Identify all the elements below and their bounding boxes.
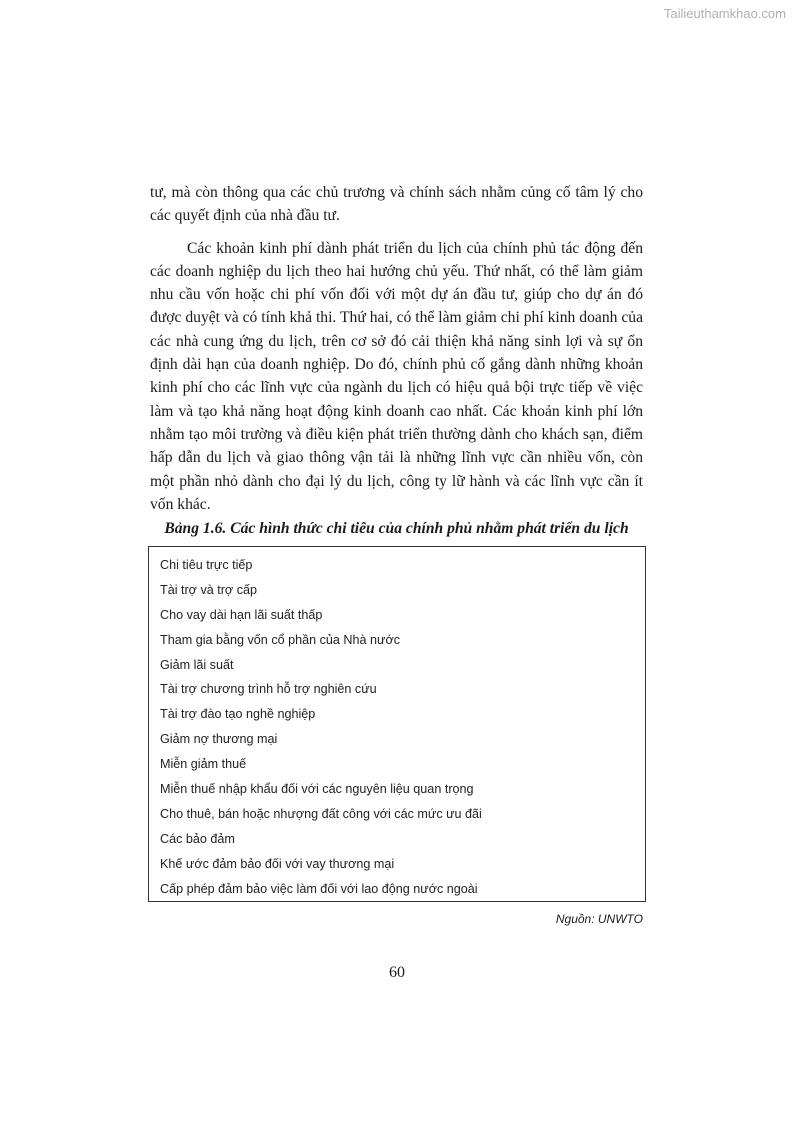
list-item: Giảm nợ thương mại: [160, 732, 278, 747]
list-item: Tài trợ đào tạo nghề nghiệp: [160, 707, 316, 722]
table-caption: Bảng 1.6. Các hình thức chi tiêu của chính phủ nhằm phát triển du lịch: [164, 520, 629, 537]
list-item: Cấp phép đảm bảo việc làm đối với lao động nước ngoài: [160, 881, 478, 896]
list-item: Cho thuê, bán hoặc nhượng đất công với các mức ưu đãi: [160, 806, 482, 821]
list-item: Chi tiêu trực tiếp: [160, 558, 253, 572]
list-item: Giảm lãi suất: [160, 657, 234, 672]
list-item: Miễn giảm thuế: [160, 757, 247, 772]
paragraph: tư, mà còn thông qua các chủ trương và chính sách nhằm củng cố tâm lý cho các quyết định của nhà đầu tư.: [150, 184, 643, 225]
list-item: Các bảo đảm: [160, 831, 235, 846]
table-source: Nguồn: UNWTO: [555, 912, 643, 926]
spending-forms-table: [148, 546, 646, 902]
paragraph: Các khoản kinh phí dành phát triển du lịch của chính phủ tác động đến các doanh nghiệp du lịch theo hai hướng chủ yếu. Thứ nhất, có thể làm giảm nhu cầu vốn hoặc chi phí vốn đối với một dự án đầu tư, giúp cho dự án đó được duyệt và có tính khả thi. Thứ hai, có thể làm giảm chi phí kinh doanh của các nhà cung ứng du lịch, trên cơ sở đó cải thiện khả năng sinh lợi và sự ổn định dài hạn của doanh nghiệp. Do đó, chính phủ cố gắng dành những khoản kinh phí cho các lĩnh vực của ngành du lịch có hiệu quả bội trực tiếp về việc làm và tạo khả năng hoạt động kinh doanh cao nhất. Các khoản kinh phí lớn nhằm tạo môi trường và điều kiện phát triển thường dành cho khách sạn, điểm hấp dẫn du lịch và giao thông vận tải là những lĩnh vực cần nhiều vốn, còn một phần nhỏ dành cho đại lý du lịch, công ty lữ hành và các lĩnh vực cần ít vốn khác.: [150, 239, 643, 513]
list-item: Cho vay dài hạn lãi suất thấp: [160, 607, 323, 622]
watermark: Tailieuthamkhao.com: [663, 6, 786, 21]
list-item: Tài trợ và trợ cấp: [160, 582, 257, 597]
list-item: Miễn thuế nhập khẩu đối với các nguyên liệu quan trọng: [160, 782, 474, 797]
body-text: [150, 181, 643, 516]
list-item: Tham gia bằng vốn cổ phần của Nhà nước: [160, 632, 401, 647]
list-item: Khế ước đảm bảo đối với vay thương mại: [160, 856, 395, 871]
list-item: Tài trợ chương trình hỗ trợ nghiên cứu: [160, 682, 377, 697]
page-number: 60: [389, 964, 405, 981]
